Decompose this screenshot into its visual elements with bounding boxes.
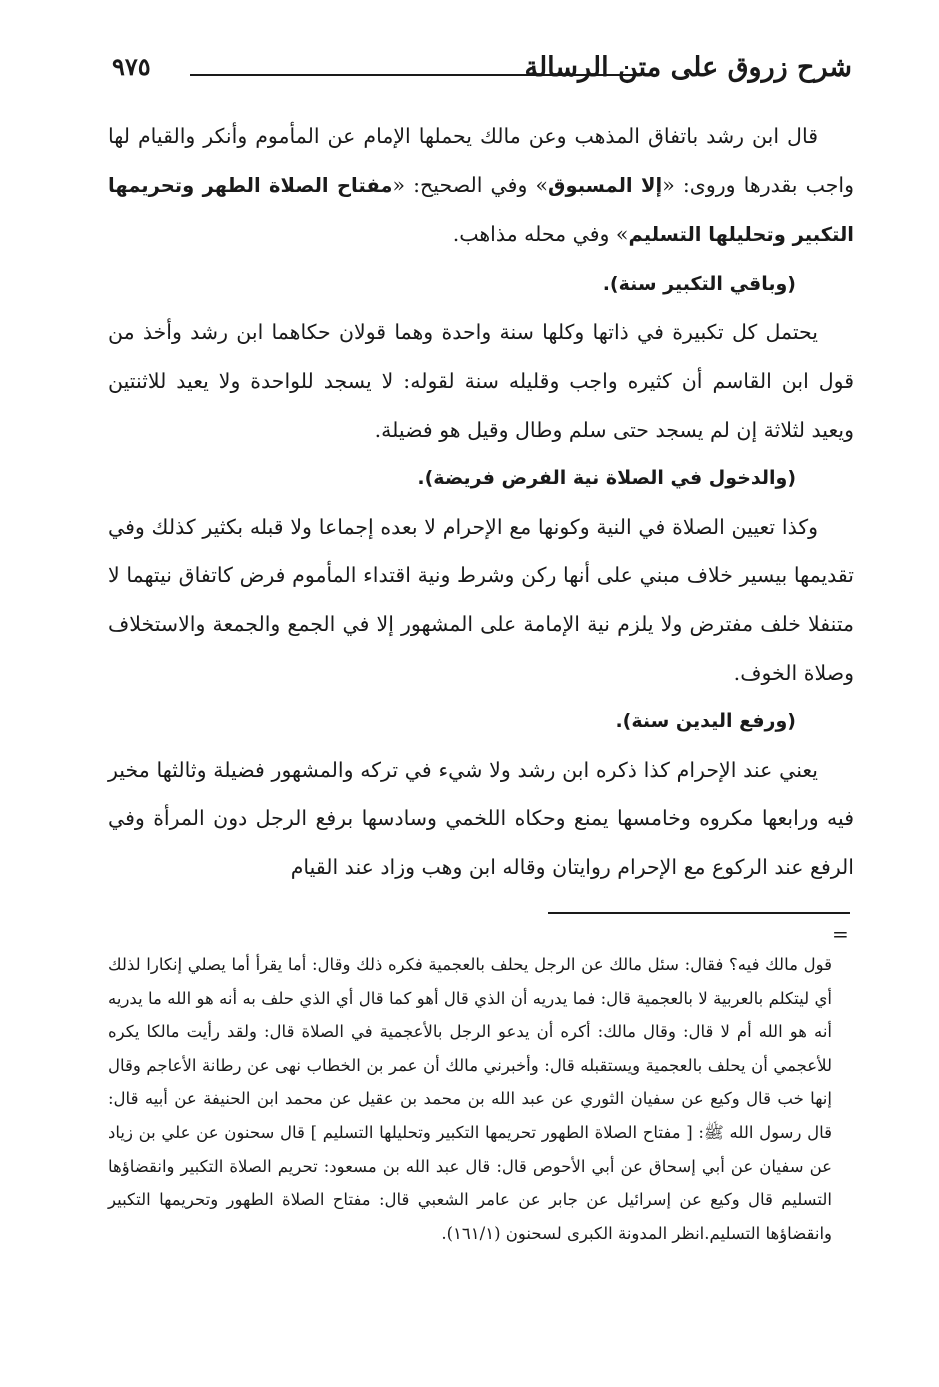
- paragraph-1-part-a: قال ابن رشد باتفاق المذهب وعن مالك يحملها الإمام عن المأموم وأنكر والقيام لها واجب بقدرها وروى: «: [108, 124, 855, 197]
- paragraph-1: [108, 112, 854, 260]
- paragraph-1-part-b: » وفي الصحيح: «: [392, 172, 549, 197]
- hadith-quote-2: مفتاح الصلاة الطهر وتحريمها التكبير وتحليلها التسليم: [108, 173, 854, 247]
- main-text: [108, 112, 854, 892]
- footnote-text: قول مالك فيه؟ فقال: سئل مالك عن الرجل يحلف بالعجمية فكره ذلك وقال: أما يقرأ أما يصلي إنكارا لذلك أي ليتكلم بالعربية لا بالعجمية قال: فما يدريه أن الذي قال أهو كما قال أي الذي حلف به أنه هو الله ما يدريه أنه هو الله أم لا قال: وقال مالك: أكره أن يدعو الرجل بالأعجمية في الصلاة قال: ولقد رأيت مالكا يكره للأعجمي أن يحلف بالعجمية ويستقبله قال: وأخبرني مالك أن عمر بن الخطاب نهى عن رطانة الأعاجم وقال إنها خب قال وكيع عن سفيان الثوري عن عبد الله بن محمد بن عقيل عن محمد ابن الحنيفة عن أبيه قال: قال رسول الله ﷺ: [ مفتاح الصلاة الطهور تحريمها التكبير وتحليلها التسليم ] قال سحنون عن علي بن زياد عن سفيان عن أبي إسحاق عن أبي الأحوص قال: قال عبد الله بن مسعود: تحريم الصلاة التكبير وانقضاؤها التسليم قال وكيع عن إسرائيل عن جابر عن عامر الشعبي قال: مفتاح الصلاة الطهور وتحريمها التكبير وانقضاؤها التسليم.انظر المدونة الكبرى لسحنون (١٦١/١).: [108, 955, 832, 1243]
- footnote: [108, 948, 832, 1250]
- matn-heading-1: (وباقي التكبير سنة).: [602, 272, 796, 295]
- hadith-quote-1: إلا المسبوق: [548, 173, 663, 197]
- footnote-separator: [548, 912, 850, 914]
- matn-heading-3: (ورفع اليدين سنة).: [615, 710, 796, 733]
- footnote-continuation-marker: =: [832, 922, 849, 946]
- paragraph-1-part-c: » وفي محله مذاهب.: [452, 222, 629, 247]
- running-title: شرح زروق على متن الرسالة: [524, 52, 852, 83]
- matn-heading-2: (والدخول في الصلاة نية الفرض فريضة).: [417, 467, 796, 490]
- page-header: [112, 52, 852, 92]
- paragraph-3: وكذا تعيين الصلاة في النية وكونها مع الإحرام لا بعده إجماعا ولا قبله بكثير كذلك وفي تقديمها بيسير خلاف مبني على أنها ركن وشرط ونية اقتداء المأموم فرض كاتفاق نيتهما لا متنفلا خلف مفترض ولا يلزم نية الإمامة على المشهور إلا في الجمع والجمعة والاستخلاف وصلاة الخوف.: [108, 514, 854, 685]
- paragraph-4: يعني عند الإحرام كذا ذكره ابن رشد ولا شيء في تركه والمشهور فضيلة وثالثها مخير فيه ورابعها مكروه وخامسها يمنع وحكاه اللخمي وسادسها برفع الرجل دون المرأة وفي الرفع عند الركوع مع الإحرام روايتان وقاله ابن وهب وزاد عند القيام: [108, 757, 854, 879]
- paragraph-2: يحتمل كل تكبيرة في ذاتها وكلها سنة واحدة وهما قولان حكاهما ابن رشد وأخذ من قول ابن القاسم أن كثيره واجب وقليله سنة لقوله: لا يسجد للواحدة ولا يعيد للاثنتين ويعيد لثلاثة إن لم يسجد حتى سلم وطال وقيل هو فضيلة.: [108, 320, 854, 442]
- page-number: ٩٧٥: [112, 52, 151, 81]
